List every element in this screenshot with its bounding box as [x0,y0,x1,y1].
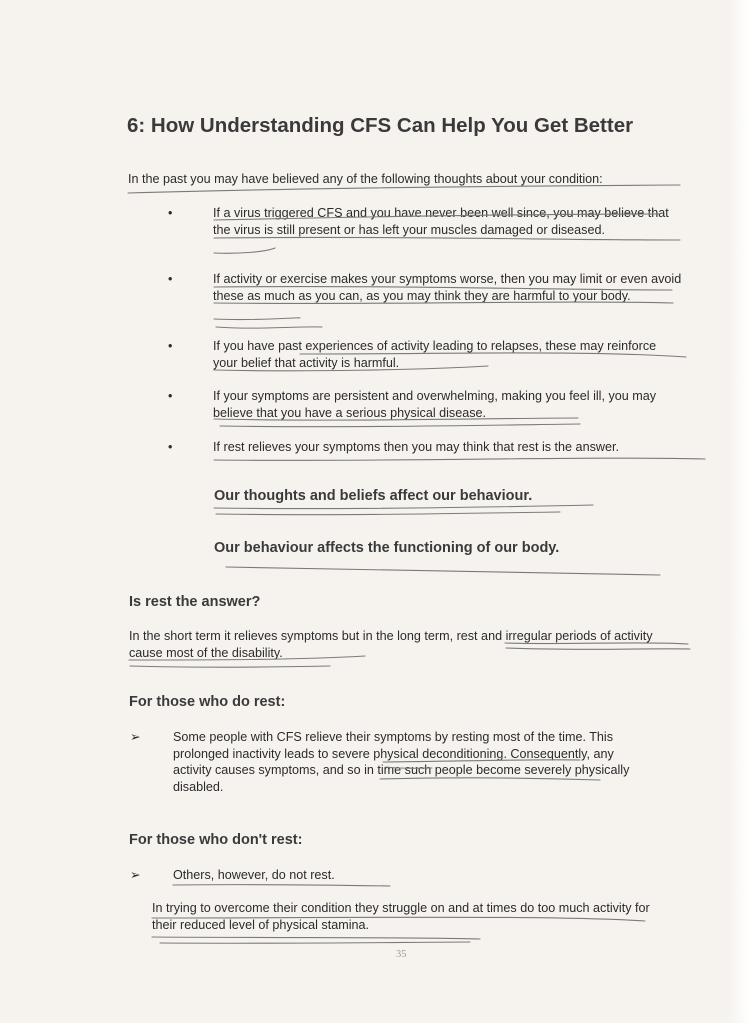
list-item-text: If a virus triggered CFS and you have never been well since, you may believe that the virus is still present or has left your muscles damaged or diseased. [213,206,669,237]
arrow-bullet-icon: ➢ [130,730,141,744]
rest-paragraph: In the short term it relieves symptoms but in the long term, rest and irregular periods of activity cause most of the disability. [129,629,653,660]
bullet-icon: • [168,206,173,220]
section-heading-dont-rest: For those who don't rest: [129,832,303,848]
page-number: 35 [396,949,407,960]
list-item-text: If you have past experiences of activity leading to relapses, these may reinforce your belief that activity is harmful. [213,339,657,370]
do-rest-paragraph: Some people with CFS relieve their symptoms by resting most of the time. This prolonged inactivity leads to severe physical deconditioning. Consequently, any activity causes symptoms, and so in time such people become severely physically disabled. [173,730,630,794]
key-statement: Our thoughts and beliefs affect our behaviour. [214,488,533,504]
intro-text: In the past you may have believed any of the following thoughts about your condition: [128,172,603,186]
bullet-icon: • [168,440,173,454]
scan-edge [728,0,750,1023]
dont-rest-bullet: Others, however, do not rest. [173,868,335,882]
section-heading-do-rest: For those who do rest: [129,694,286,710]
dont-rest-paragraph: In trying to overcome their condition they struggle on and at times do too much activity for their reduced level of physical stamina. [152,901,650,932]
list-item-text: If your symptoms are persistent and overwhelming, making you feel ill, you may believe that you have a serious physical disease. [213,389,657,420]
bullet-icon: • [168,389,173,403]
key-statement: Our behaviour affects the functioning of our body. [214,540,560,556]
section-heading-rest: Is rest the answer? [129,594,261,610]
list-item-text: If activity or exercise makes your symptoms worse, then you may limit or even avoid these as much as you can, as you may think they are harmful to your body. [213,272,682,303]
bullet-icon: • [168,272,173,286]
page-title: 6: How Understanding CFS Can Help You Get Better [127,114,634,137]
arrow-bullet-icon: ➢ [130,868,141,882]
list-item-text: If rest relieves your symptoms then you may think that rest is the answer. [213,440,619,454]
bullet-icon: • [168,339,173,353]
